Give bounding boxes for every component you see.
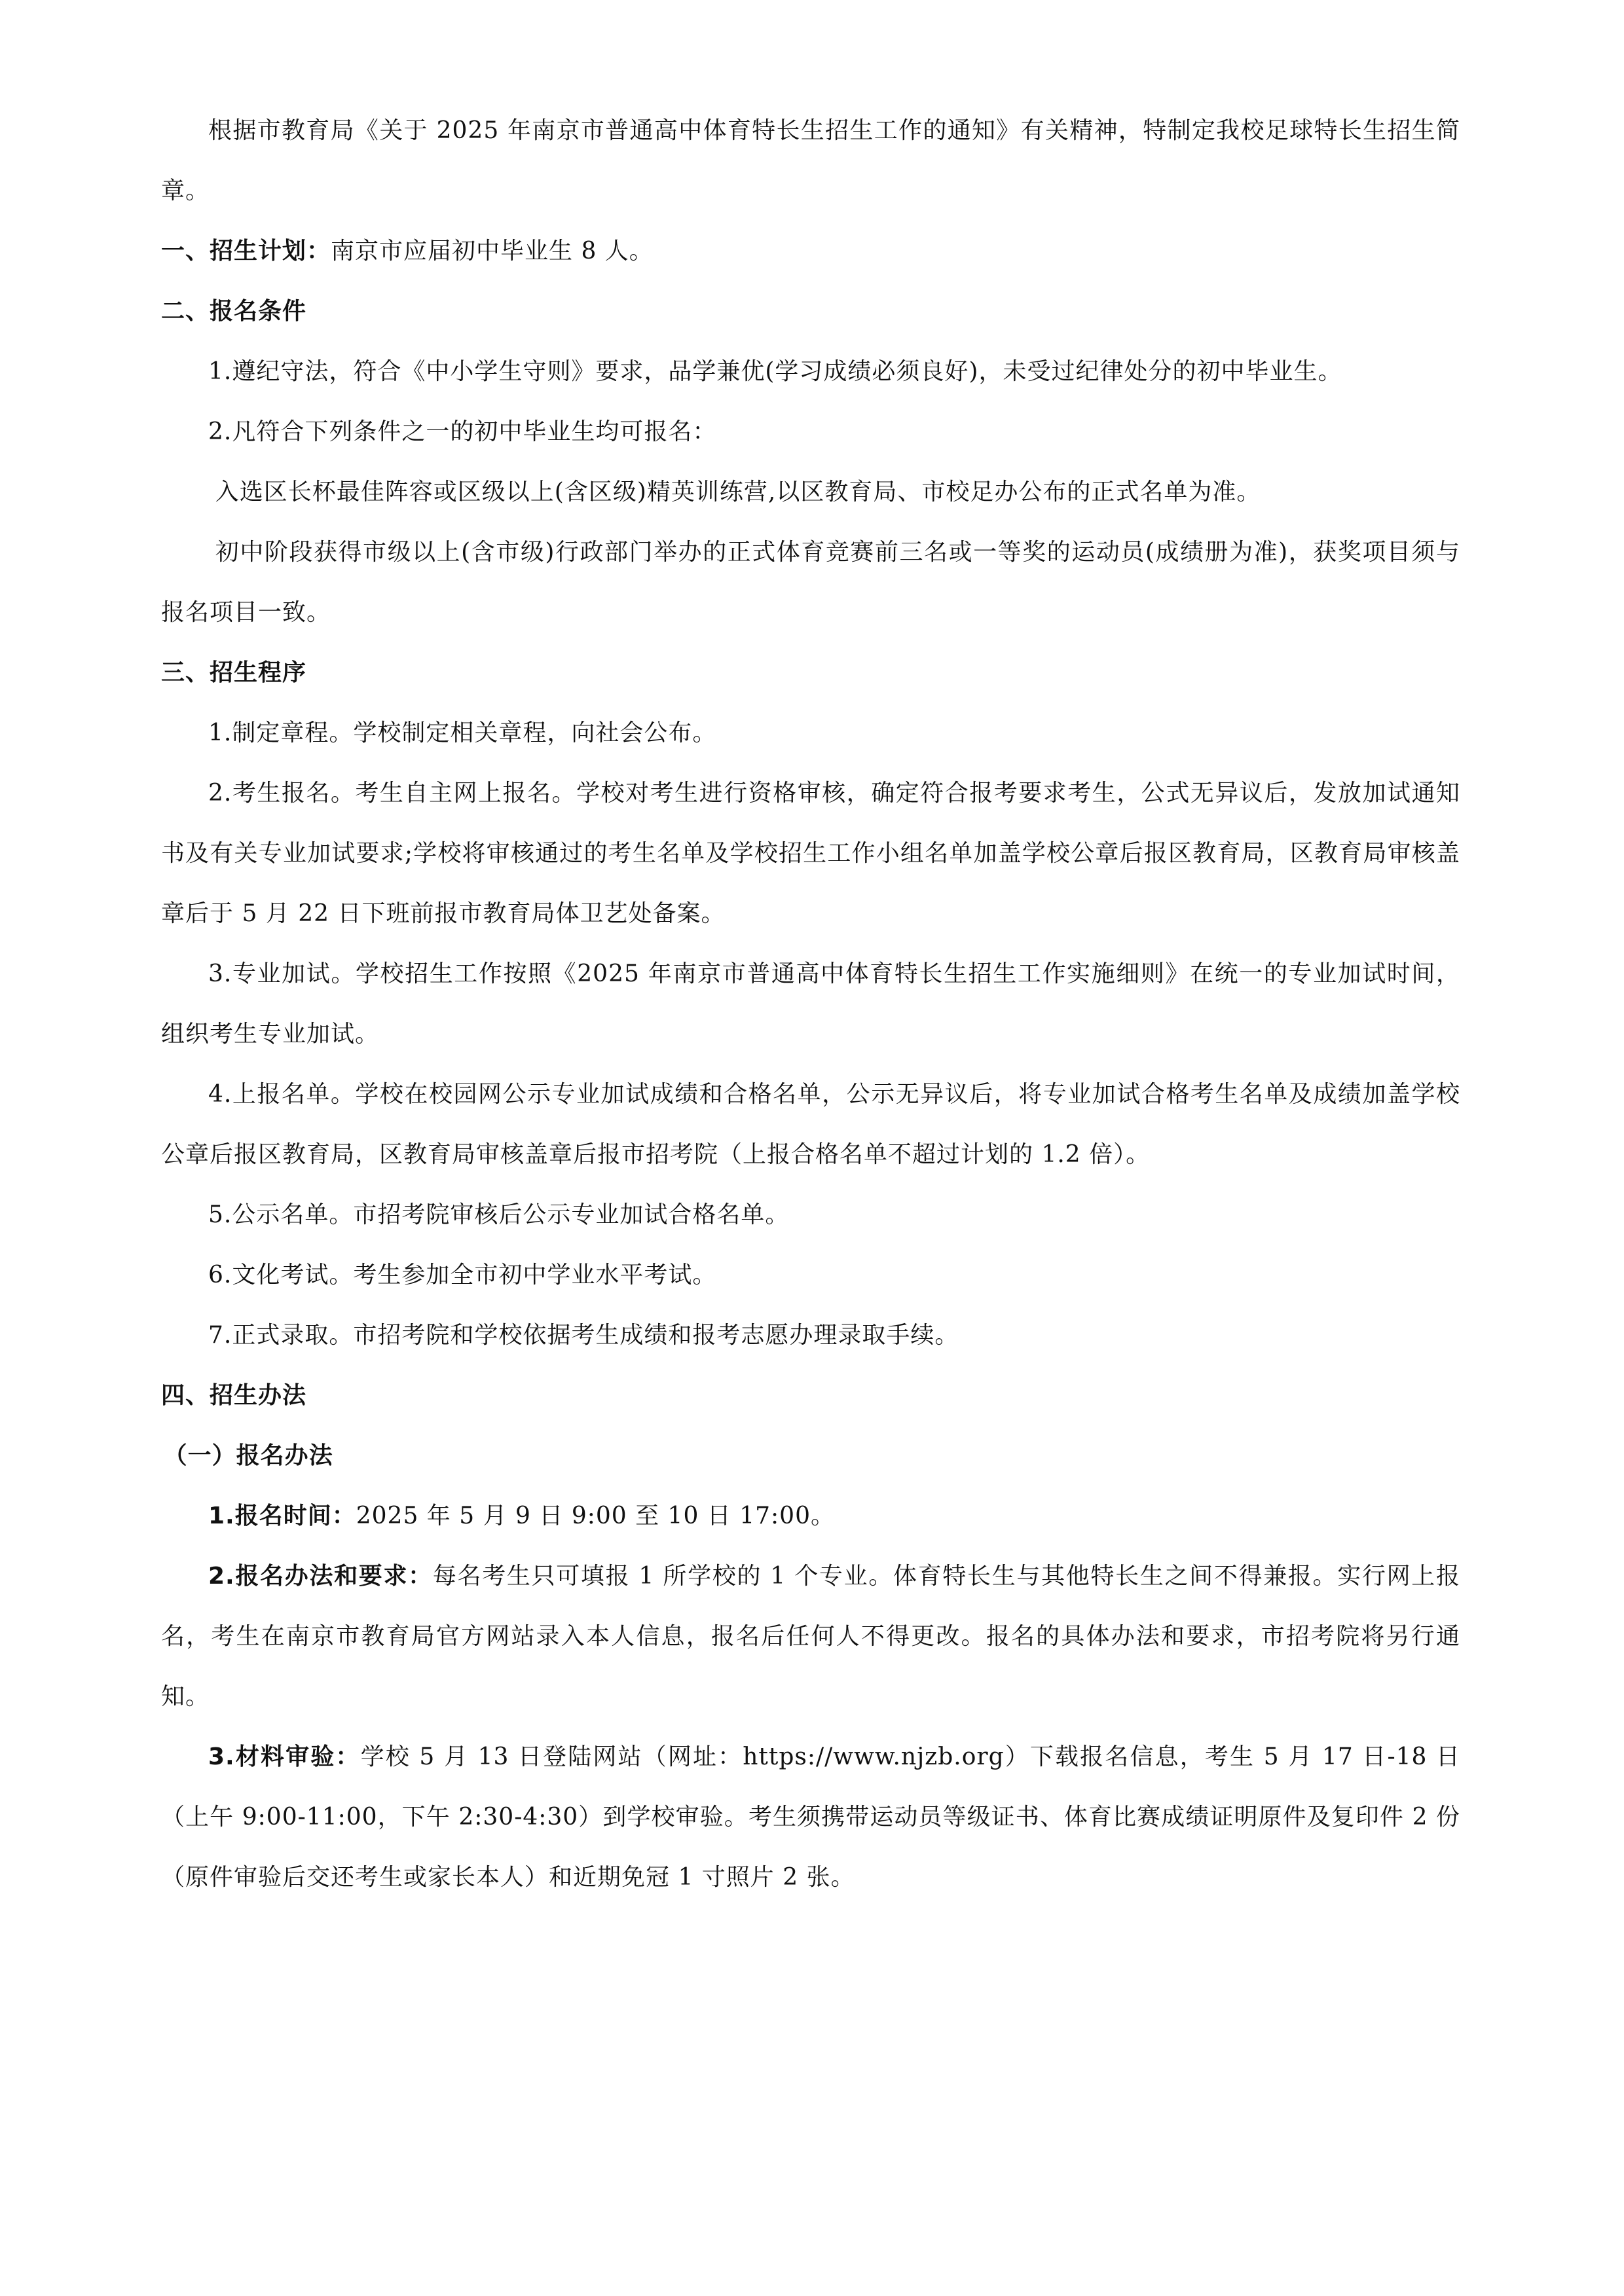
section-3-item-2: 2.考生报名。考生自主网上报名。学校对考生进行资格审核，确定符合报考要求考生，公式无异议后，发放加试通知书及有关专业加试要求;学校将审核通过的考生名单及学校招生工作小组名单加盖学校公章后报区教育局，区教育局审核盖章后于 5 月 22 日下班前报市教育局体卫艺处备案。 [161, 780, 1460, 927]
section-3-item-6: 6.文化考试。考生参加全市初中学业水平考试。 [208, 1262, 717, 1288]
section-3-item-5: 5.公示名单。市招考院审核后公示专业加试合格名单。 [208, 1201, 790, 1228]
section-3-item-1: 1.制定章程。学校制定相关章程，向社会公布。 [208, 720, 717, 746]
section-2-condition-a: 入选区长杯最佳阵容或区级以上(含区级)精英训练营,以区教育局、市校足办公布的正式名单为准。 [215, 479, 1261, 505]
section-2-heading: 二、报名条件 [161, 298, 307, 325]
section-4-item-1 [161, 1486, 1460, 1546]
section-4-item-1-text: 2025 年 5 月 9 日 9:00 至 10 日 17:00。 [356, 1503, 835, 1529]
section-4-item-2 [161, 1546, 1460, 1727]
section-1 [161, 221, 1460, 282]
section-4-item-3-text: 学校 5 月 13 日登陆网站（网址：https://www.njzb.org）下载报名信息，考生 5 月 17 日-18 日（上午 9:00-11:00，下午 2:30-4:30）到学校审验。考生须携带运动员等级证书、体育比赛成绩证明原件及复印件 2 份（原件审验后交还考生或家长本人）和近期免冠 1 寸照片 2 张。 [161, 1743, 1460, 1891]
section-4-heading: 四、招生办法 [161, 1382, 307, 1409]
section-4-item-2-lead: 2.报名办法和要求： [208, 1563, 433, 1590]
section-2-condition-b: 初中阶段获得市级以上(含市级)行政部门举办的正式体育竞赛前三名或一等奖的运动员(成绩册为准)，获奖项目须与报名项目一致。 [161, 539, 1460, 626]
section-4-item-2-text: 每名考生只可填报 1 所学校的 1 个专业。体育特长生与其他特长生之间不得兼报。实行网上报名，考生在南京市教育局官方网站录入本人信息，报名后任何人不得更改。报名的具体办法和要求，市招考院将另行通知。 [161, 1563, 1460, 1710]
section-1-heading: 一、招生计划： [161, 238, 331, 264]
intro-paragraph: 根据市教育局《关于 2025 年南京市普通高中体育特长生招生工作的通知》有关精神，特制定我校足球特长生招生简章。 [161, 117, 1460, 204]
section-2-item-1: 1.遵纪守法，符合《中小学生守则》要求，品学兼优(学习成绩必须良好)，未受过纪律处分的初中毕业生。 [208, 358, 1342, 385]
document-body [161, 101, 1460, 1908]
section-3-heading: 三、招生程序 [161, 659, 307, 686]
section-2-item-2: 2.凡符合下列条件之一的初中毕业生均可报名： [208, 418, 717, 445]
section-4-sub-heading: （一）报名办法 [163, 1442, 333, 1469]
section-4-item-3-lead: 3.材料审验： [208, 1743, 361, 1770]
section-4-item-3 [161, 1727, 1460, 1908]
section-3-item-3: 3.专业加试。学校招生工作按照《2025 年南京市普通高中体育特长生招生工作实施细则》在统一的专业加试时间，组织考生专业加试。 [161, 960, 1460, 1048]
section-4-item-1-lead: 1.报名时间： [208, 1503, 356, 1529]
section-3-item-7: 7.正式录取。市招考院和学校依据考生成绩和报考志愿办理录取手续。 [208, 1322, 959, 1349]
section-1-text: 南京市应届初中毕业生 8 人。 [331, 238, 654, 264]
section-3-item-4: 4.上报名单。学校在校园网公示专业加试成绩和合格名单，公示无异议后，将专业加试合格考生名单及成绩加盖学校公章后报区教育局，区教育局审核盖章后报市招考院（上报合格名单不超过计划的 1.2 倍）。 [161, 1081, 1460, 1168]
